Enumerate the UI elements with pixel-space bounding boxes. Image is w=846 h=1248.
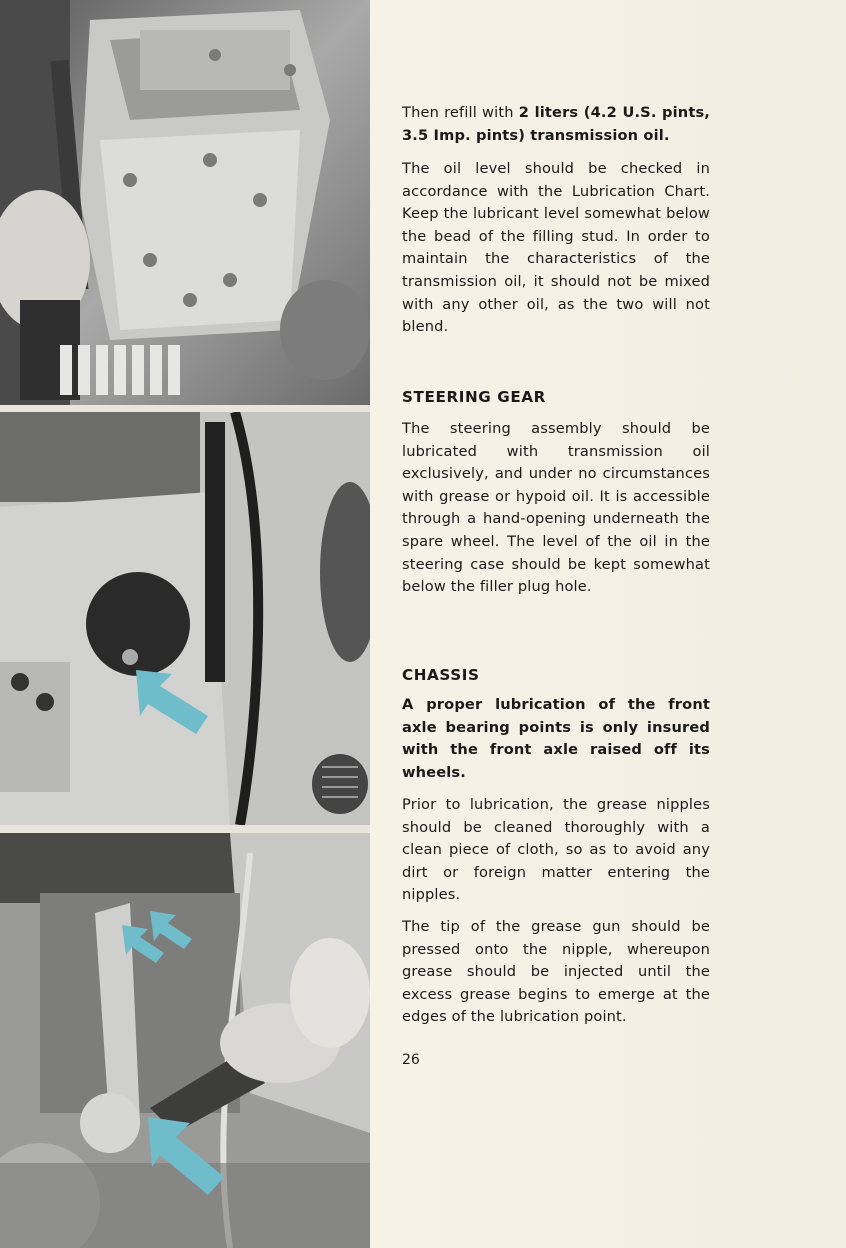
transmission-filling-photo xyxy=(0,0,370,405)
steering-gear-filler-photo xyxy=(0,412,370,825)
steering-gear-paragraph: The steering assembly should be lubricated with transmission oil exclusively, and under no circumstances with grease or hypoid oil. It is accessible through a hand-opening underneath the spare wheel. The level of the oil in the steering case should be kept somewhat below the filler plug hole. xyxy=(402,420,710,596)
steering-gear-heading: STEERING GEAR xyxy=(402,388,546,406)
refill-instruction xyxy=(402,102,710,147)
photo-column xyxy=(0,0,370,1248)
refill-text: Then refill with xyxy=(402,104,519,121)
grease-nipple-cleaning-paragraph: Prior to lubrication, the grease nipples should be cleaned thoroughly with a clean piece of cloth, so as to avoid any dirt or foreign matter entering the nipples. xyxy=(402,796,710,904)
page-number: 26 xyxy=(402,1052,420,1068)
transmission-oil-paragraph: The oil level should be checked in accordance with the Lubrication Chart. Keep the lubricant level somewhat below the bead of the filling stud. In order to maintain the characteristics of the transmission oil, it should not be mixed with any other oil, as the two will not blend. xyxy=(402,160,710,336)
chassis-intro-paragraph: A proper lubrication of the front axle bearing points is only insured with the front axle raised off its wheels. xyxy=(402,696,710,781)
refill-quantity: 2 liters (4.2 U.S. pints, 3.5 Imp. pints) transmission oil. xyxy=(402,104,710,144)
front-axle-grease-photo xyxy=(0,833,370,1248)
chassis-heading: CHASSIS xyxy=(402,666,480,684)
grease-gun-paragraph: The tip of the grease gun should be pressed onto the nipple, whereupon grease should be injected until the excess grease begins to emerge at the edges of the lubrication point. xyxy=(402,918,710,1026)
